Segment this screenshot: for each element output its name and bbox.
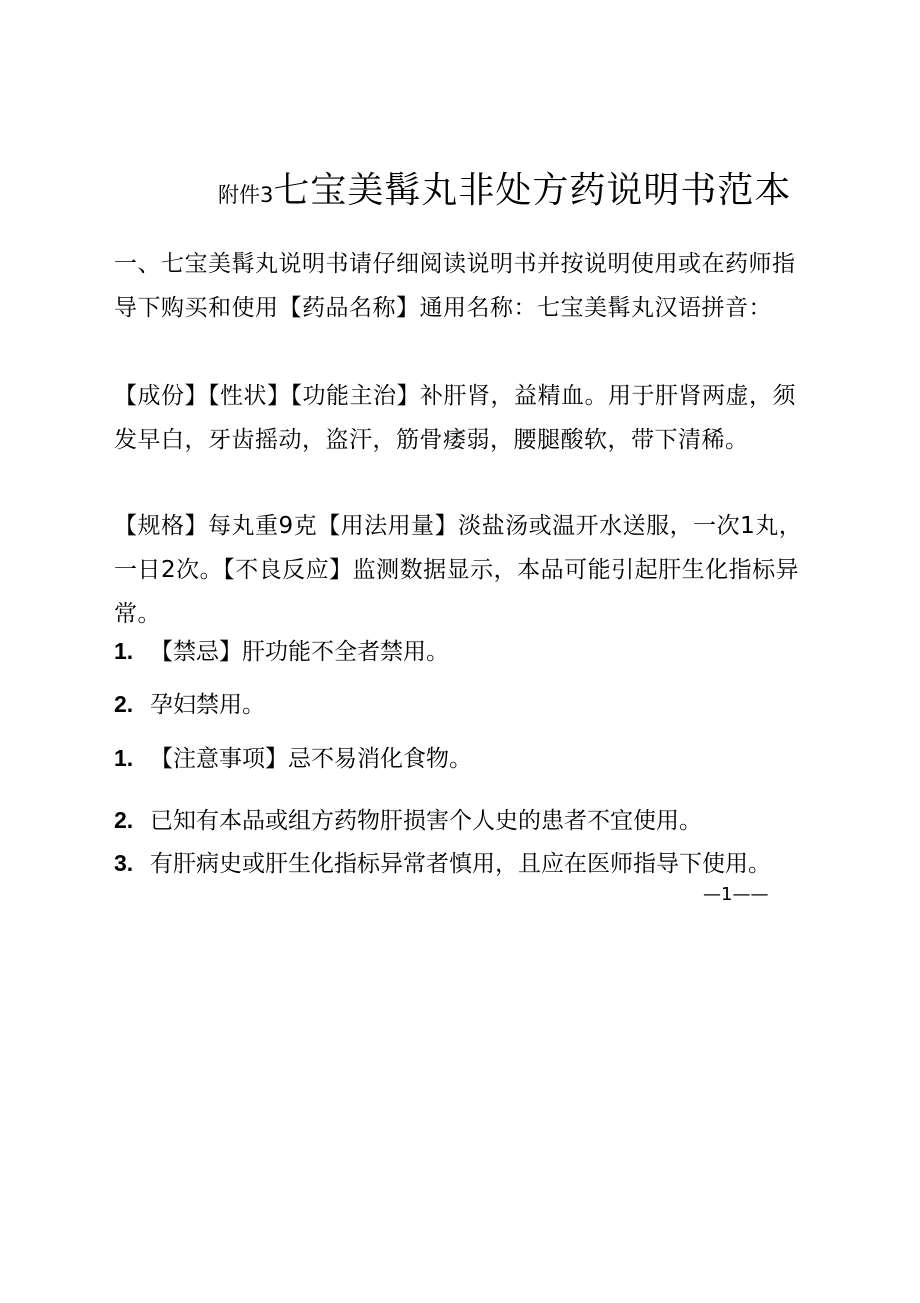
ingredients-paragraph: 【成份】【性状】【功能主治】补肝肾，益精血。用于肝肾两虚，须发早白，牙齿摇动，盗汗，筋骨痿弱，腰腿酸软，带下清稀。: [114, 383, 796, 453]
item-number: 2.: [114, 691, 134, 717]
list-item: [114, 740, 472, 773]
list-item: [114, 802, 702, 835]
item-number: 2.: [114, 807, 134, 833]
title-main: 七宝美髯丸非处方药说明书范本: [273, 170, 792, 211]
dosage-paragraph: 【规格】每丸重9克【用法用量】淡盐汤或温开水送服，一次1丸，一日2次。【不良反应】监测数据显示，本品可能引起肝生化指标异常。: [114, 513, 803, 627]
page-number: —1——: [703, 884, 769, 905]
item-text: 【禁忌】肝功能不全者禁用。: [150, 639, 449, 665]
item-number: 1.: [114, 638, 134, 664]
list-item: [114, 633, 449, 666]
item-number: 3.: [114, 850, 134, 876]
item-number: 1.: [114, 745, 134, 771]
list-item: [114, 686, 265, 719]
intro-paragraph: 一、七宝美髯丸说明书请仔细阅读说明书并按说明使用或在药师指导下购买和使用【药品名称】通用名称：七宝美髯丸汉语拼音：: [114, 251, 796, 321]
item-text: 有肝病史或肝生化指标异常者慎用，且应在医师指导下使用。: [150, 851, 771, 877]
document-title: [218, 162, 791, 213]
item-text: 【注意事项】忌不易消化食物。: [150, 746, 472, 772]
item-text: 已知有本品或组方药物肝损害个人史的患者不宜使用。: [150, 808, 702, 834]
title-prefix: 附件3: [218, 183, 274, 207]
item-text: 孕妇禁用。: [150, 692, 265, 718]
list-item: [114, 845, 771, 878]
